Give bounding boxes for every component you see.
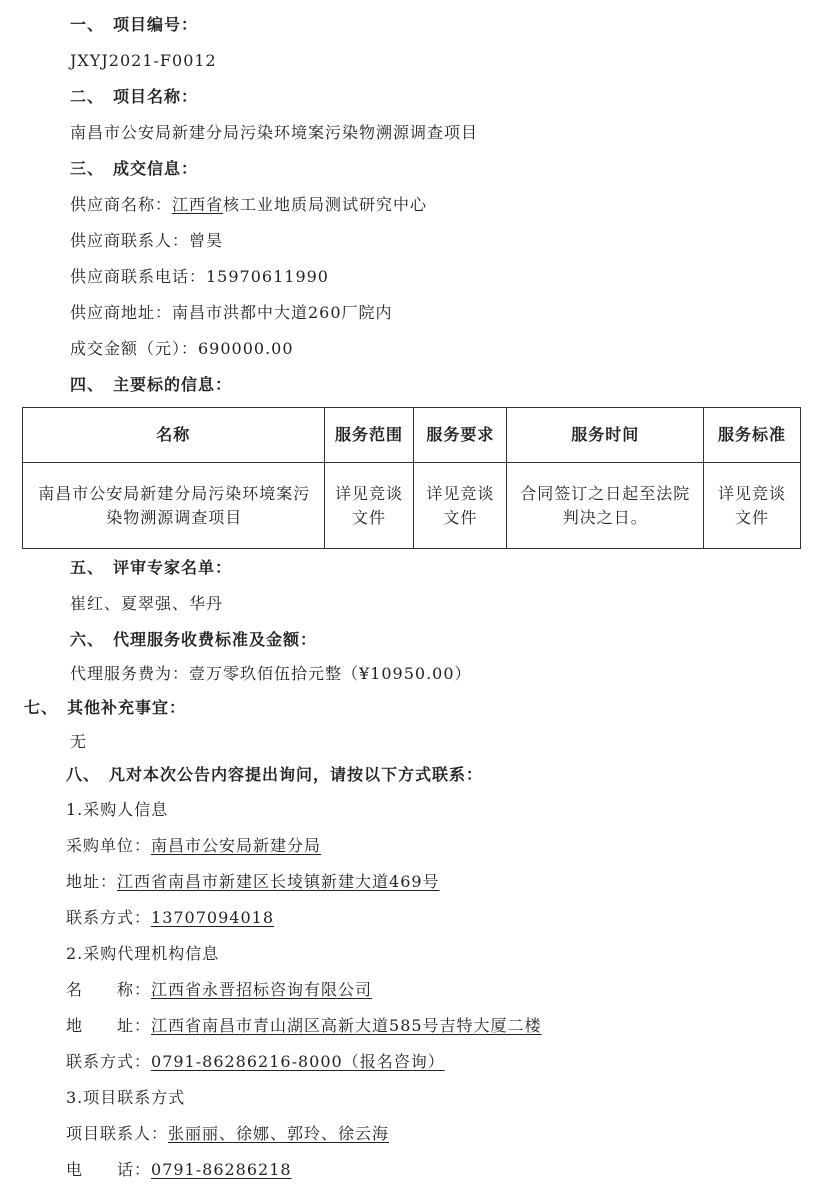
project-contact-phone [66, 1159, 292, 1181]
supplier-name-rest: 核工业地质局测试研究中心 [223, 195, 428, 214]
section-6-heading: 六、 代理服务收费标准及金额： [70, 630, 318, 649]
agency-address-value: 江西省南昌市青山湖区高新大道585号吉特大厦二楼 [151, 1016, 542, 1035]
purchaser-unit [66, 835, 321, 857]
section-8-heading: 八、 凡对本次公告内容提出询问，请按以下方式联系： [66, 765, 484, 784]
project-number: JXYJ2021-F0012 [70, 51, 217, 70]
purchaser-unit-value: 南昌市公安局新建分局 [151, 836, 322, 855]
project-contact-title: 3.项目联系方式 [66, 1088, 186, 1107]
agency-contact [66, 1051, 445, 1073]
purchaser-address [66, 871, 440, 893]
header-scope: 服务范围 [324, 408, 414, 463]
cell-standard: 详见竞谈文件 [704, 463, 801, 549]
main-info-table [22, 407, 801, 549]
supplier-name-label: 供应商名称： [70, 195, 173, 214]
purchaser-contact-value: 13707094018 [151, 908, 274, 927]
supplier-address: 供应商地址：南昌市洪都中大道260厂院内 [70, 303, 393, 322]
purchaser-unit-label: 采购单位： [66, 836, 152, 855]
purchaser-address-label: 地址： [66, 872, 118, 891]
cell-name: 南昌市公安局新建分局污染环境案污染物溯源调查项目 [23, 463, 325, 549]
section-1-heading: 一、 项目编号： [70, 15, 199, 34]
table-header-row [23, 408, 801, 463]
supplier-contact: 供应商联系人：曾昊 [70, 231, 224, 250]
cell-scope: 详见竞谈文件 [324, 463, 414, 549]
supplier-name-underlined: 江西省 [172, 195, 224, 214]
section-5-heading: 五、 评审专家名单： [70, 558, 233, 577]
section-4-heading: 四、 主要标的信息： [70, 375, 233, 394]
header-name: 名称 [23, 408, 325, 463]
section-3-heading: 三、 成交信息： [70, 159, 199, 178]
agency-name-value: 江西省永晋招标咨询有限公司 [151, 980, 373, 999]
agency-title: 2.采购代理机构信息 [66, 944, 220, 963]
table-row [23, 463, 801, 549]
project-contact-people [66, 1123, 389, 1145]
purchaser-title: 1.采购人信息 [66, 800, 169, 819]
agency-name [66, 979, 372, 1001]
purchaser-contact [66, 907, 274, 929]
cell-time: 合同签订之日起至法院判决之日。 [507, 463, 704, 549]
project-phone-label: 电 话： [66, 1160, 152, 1179]
agency-address [66, 1015, 542, 1037]
project-people-value: 张丽丽、徐娜、郭玲、徐云海 [168, 1124, 390, 1143]
agency-contact-label: 联系方式： [66, 1052, 152, 1071]
supplier-phone: 供应商联系电话：15970611990 [70, 267, 329, 286]
purchaser-address-value: 江西省南昌市新建区长堎镇新建大道469号 [117, 872, 440, 891]
cell-requirement: 详见竞谈文件 [414, 463, 507, 549]
deal-amount: 成交金额（元）：690000.00 [70, 339, 294, 358]
header-standard: 服务标准 [704, 408, 801, 463]
agency-contact-value: 0791-86286216-8000（报名咨询） [151, 1052, 445, 1071]
agency-fee: 代理服务费为：壹万零玖佰伍拾元整（¥10950.00） [70, 664, 472, 683]
header-time: 服务时间 [507, 408, 704, 463]
agency-address-label: 地 址： [66, 1016, 152, 1035]
section-7-heading: 七、 其他补充事宜： [24, 698, 187, 717]
project-people-label: 项目联系人： [66, 1124, 169, 1143]
supplier-name [70, 194, 427, 216]
expert-list: 崔红、夏翠强、华丹 [70, 594, 224, 613]
header-requirement: 服务要求 [414, 408, 507, 463]
section-2-heading: 二、 项目名称： [70, 87, 199, 106]
project-name: 南昌市公安局新建分局污染环境案污染物溯源调查项目 [70, 123, 479, 142]
project-phone-value: 0791-86286218 [151, 1160, 292, 1179]
other-matters: 无 [70, 732, 88, 751]
agency-name-label: 名 称： [66, 980, 152, 999]
purchaser-contact-label: 联系方式： [66, 908, 152, 927]
